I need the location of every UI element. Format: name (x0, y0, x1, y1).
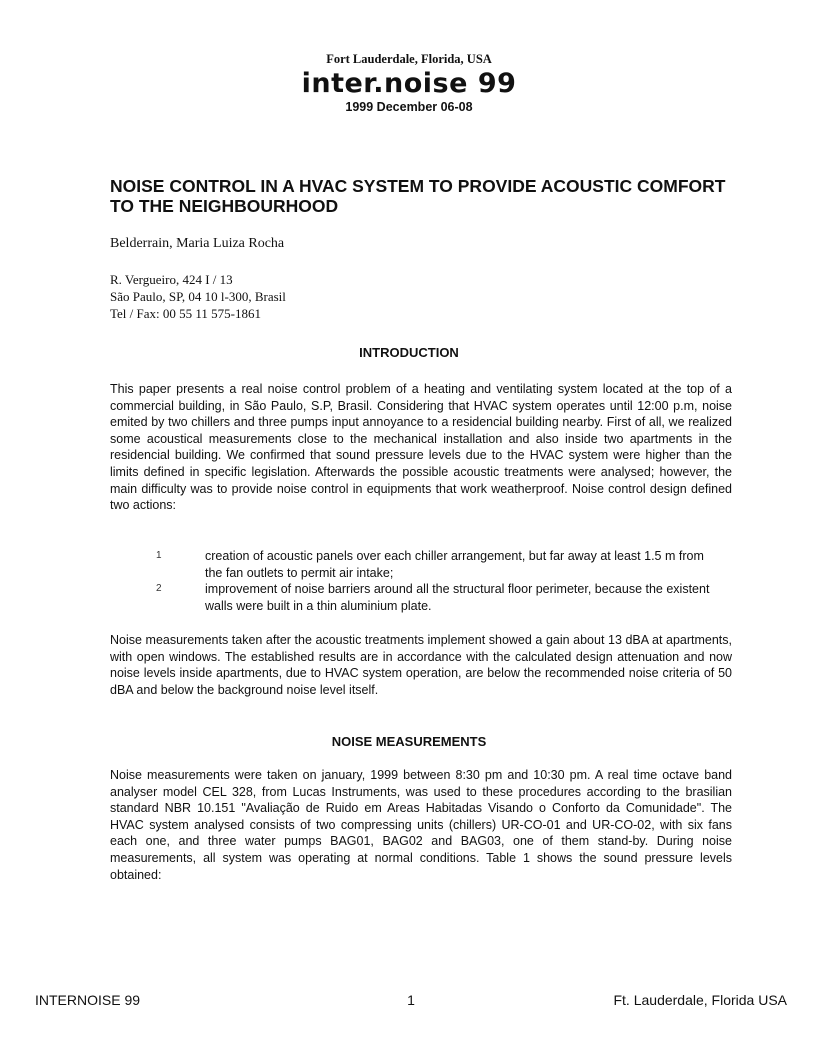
conference-header (0, 52, 818, 114)
paper-title: NOISE CONTROL IN A HVAC SYSTEM TO PROVIDE ACOUSTIC COMFORT TO THE NEIGHBOURHOOD (110, 176, 726, 216)
address-line: R. Vergueiro, 424 I / 13 (110, 272, 233, 287)
conference-logo: inter.noise 99 (301, 68, 517, 99)
introduction-paragraph-1: This paper presents a real noise control problem of a heating and ventilating system located at the top of a commercial building, in São Paulo, S.P, Brasil. Considering that HVAC system operates until 12:00 p.m, noise emited by two chillers and three pumps input annoyance to a residencial building nearby. First of all, we realized some acoustical measurements close to the mechanical installation and also inside two apartments in the residencial building. We confirmed that sound pressure levels due to the HVAC system were higher than the limits defined in specific legislation. Afterwards the possible acoustic treatments were analysed; however, the main difficulty was to provide noise control in equipments that work weatherproof. Noise control design defined two actions: (110, 382, 732, 513)
footer-left: INTERNOISE 99 (35, 992, 141, 1008)
list-item-text: creation of acoustic panels over each chiller arrangement, but far away at least 1.5 m from the fan outlets to permit air intake; (205, 549, 704, 580)
actions-list (150, 548, 710, 614)
list-item (150, 548, 710, 581)
author-name: Belderrain, Maria Luiza Rocha (110, 236, 285, 251)
introduction-heading: INTRODUCTION (359, 345, 459, 360)
measurements-paragraph: Noise measurements were taken on january, 1999 between 8:30 pm and 10:30 pm. A real time octave band analyser model CEL 328, from Lucas Instruments, was used to these procedures according to the brasilian standard NBR 10.151 "Avaliação de Ruido em Areas Habitadas Visando o Conforto da Comunidade". The HVAC system analysed consists of two compressing units (chillers) UR-CO-01 and UR-CO-02, with six fans each one, and three water pumps BAG01, BAG02 and BAG03, one of them stand-by. During noise measurements, all system was operating at normal conditions. Table 1 shows the sound pressure levels obtained: (110, 768, 732, 882)
page-footer (35, 992, 787, 1008)
list-item-text: improvement of noise barriers around all the structural floor perimeter, because the existent walls were built in a thin aluminium plate. (205, 582, 710, 613)
author-address (110, 271, 286, 322)
measurements-heading: NOISE MEASUREMENTS (331, 734, 487, 749)
list-item (150, 581, 710, 614)
page-number: 1 (407, 992, 415, 1008)
address-line: Tel / Fax: 00 55 11 575-1861 (110, 306, 261, 321)
address-line: São Paulo, SP, 04 10 l-300, Brasil (110, 289, 286, 304)
conference-dates: 1999 December 06-08 (345, 100, 473, 114)
introduction-paragraph-2: Noise measurements taken after the acoustic treatments implement showed a gain about 13 dBA at apartments, with open windows. The established results are in accordance with the calculated design attenuation and now noise levels inside apartments, due to HVAC system operation, are below the recommended noise criteria of 50 dBA and below the background noise level itself. (110, 633, 732, 697)
conference-location: Fort Lauderdale, Florida, USA (326, 52, 492, 66)
footer-right: Ft. Lauderdale, Florida USA (613, 992, 788, 1008)
list-item-number: 1 (156, 550, 162, 561)
list-item-number: 2 (156, 583, 162, 595)
